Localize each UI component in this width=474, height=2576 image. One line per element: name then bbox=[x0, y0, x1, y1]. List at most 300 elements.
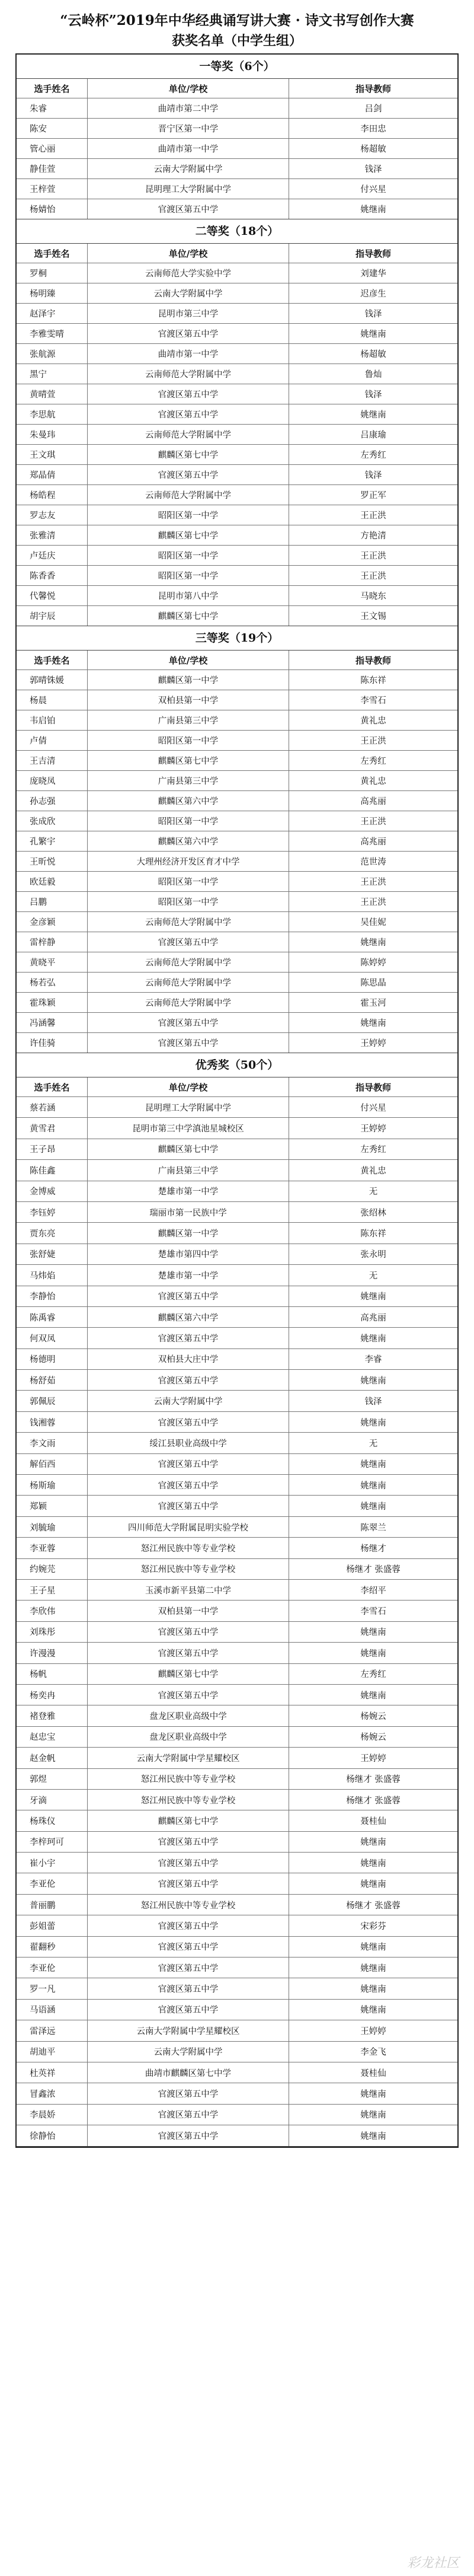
winner-name: 陈香香 bbox=[17, 566, 88, 585]
school-name: 官渡区第五中学 bbox=[88, 1475, 289, 1495]
table-row bbox=[17, 283, 457, 304]
school-name: 昭阳区第一中学 bbox=[88, 811, 289, 831]
teacher-name: 王正洪 bbox=[360, 878, 386, 887]
school-name: 昆明理工大学附属中学 bbox=[88, 179, 289, 199]
table-row bbox=[17, 973, 457, 993]
table-row bbox=[17, 546, 457, 566]
winner-name: 李雅雯晴 bbox=[17, 324, 88, 343]
table-row bbox=[17, 2020, 457, 2041]
teacher-name: 钱泽 bbox=[364, 1397, 382, 1407]
winner-name: 赵忠宝 bbox=[17, 1727, 88, 1747]
table-row bbox=[17, 525, 457, 546]
teacher-name: 姚继南 bbox=[360, 1019, 386, 1028]
table-row bbox=[17, 139, 457, 159]
table-row bbox=[17, 263, 457, 283]
table-row bbox=[17, 1853, 457, 1873]
school-name: 广南县第三中学 bbox=[88, 771, 289, 790]
school-name: 麒麟区第七中学 bbox=[88, 606, 289, 626]
school-name: 双柏县大庄中学 bbox=[88, 1349, 289, 1369]
winner-name: 金彦颖 bbox=[17, 912, 88, 932]
school-name: 云南师范大学附属中学 bbox=[88, 425, 289, 444]
teacher-name: 张永明 bbox=[360, 1250, 386, 1260]
winner-name: 杨婧怡 bbox=[17, 199, 88, 219]
school-name: 怒江州民族中等专业学校 bbox=[88, 1895, 289, 1915]
winner-name: 钱湘蓉 bbox=[17, 1412, 88, 1432]
teacher-name: 钱泽 bbox=[364, 471, 382, 480]
teacher-name: 姚继南 bbox=[360, 410, 386, 420]
teacher-name: 姚继南 bbox=[360, 1628, 386, 1638]
teacher-name: 王正洪 bbox=[360, 551, 386, 561]
teacher-name: 黄礼忠 bbox=[360, 716, 386, 726]
table-row bbox=[17, 1538, 457, 1558]
table-row bbox=[17, 606, 457, 626]
winner-name: 张成欣 bbox=[17, 811, 88, 831]
table-row bbox=[17, 404, 457, 425]
teacher-name: 王正洪 bbox=[360, 898, 386, 907]
teacher-name: 马晓东 bbox=[360, 592, 386, 601]
teacher-name: 杨婉云 bbox=[360, 1712, 386, 1722]
teacher-name: 杨继才 张盛蓉 bbox=[346, 1901, 401, 1911]
winner-name: 杜英祥 bbox=[17, 2062, 88, 2083]
winner-name: 杨若弘 bbox=[17, 973, 88, 992]
winner-name: 王昕悦 bbox=[17, 852, 88, 871]
teacher-name: 王婷婷 bbox=[360, 2026, 386, 2036]
award-list-table bbox=[15, 53, 459, 2148]
school-name: 官渡区第五中学 bbox=[88, 1286, 289, 1306]
table-row bbox=[17, 1601, 457, 1621]
teacher-name: 姚继南 bbox=[360, 1292, 386, 1302]
teacher-name: 无 bbox=[369, 1187, 378, 1197]
winner-name: 赵泽宇 bbox=[17, 304, 88, 323]
winner-name: 李静怡 bbox=[17, 1286, 88, 1306]
table-row bbox=[17, 1475, 457, 1496]
winner-name: 王梓萱 bbox=[17, 179, 88, 199]
document-title: “云岭杯”2019年中华经典诵写讲大赛 · 诗文书写创作大赛 bbox=[60, 12, 414, 28]
school-name: 官渡区第五中学 bbox=[88, 1853, 289, 1873]
school-name: 云南大学附属中学 bbox=[88, 2042, 289, 2062]
school-name: 官渡区第五中学 bbox=[88, 1013, 289, 1032]
teacher-name: 姚继南 bbox=[360, 2090, 386, 2100]
school-name: 昆明市第八中学 bbox=[88, 586, 289, 605]
teacher-name: 无 bbox=[369, 1439, 378, 1449]
winner-name: 徐静怡 bbox=[17, 2125, 88, 2145]
school-name: 官渡区第五中学 bbox=[88, 1622, 289, 1642]
school-name: 曲靖市麒麟区第七中学 bbox=[88, 2062, 289, 2083]
winner-name: 杨奕冉 bbox=[17, 1685, 88, 1705]
winner-name: 李文雨 bbox=[17, 1433, 88, 1453]
school-name: 麒麟区第七中学 bbox=[88, 1810, 289, 1831]
table-row bbox=[17, 1517, 457, 1538]
column-header-unit: 单位/学校 bbox=[88, 244, 289, 263]
school-name: 云南大学附属中学 bbox=[88, 1391, 289, 1411]
column-header-unit: 单位/学校 bbox=[88, 651, 289, 669]
teacher-name: 罗正军 bbox=[360, 491, 386, 500]
teacher-name: 姚继南 bbox=[360, 1649, 386, 1659]
teacher-name: 姚继南 bbox=[360, 1985, 386, 1995]
teacher-name: 钱泽 bbox=[364, 310, 382, 319]
column-header-name: 选手姓名 bbox=[17, 1077, 88, 1096]
winner-name: 吕鹏 bbox=[17, 892, 88, 911]
winner-name: 金博威 bbox=[17, 1181, 88, 1201]
winner-name: 孙志强 bbox=[17, 791, 88, 811]
school-name: 官渡区第五中学 bbox=[88, 1412, 289, 1432]
winner-name: 杨珠仪 bbox=[17, 1810, 88, 1831]
school-name: 四川师范大学附属昆明实验学校 bbox=[88, 1517, 289, 1537]
school-name: 官渡区第五中学 bbox=[88, 1370, 289, 1390]
winner-name: 冯涵馨 bbox=[17, 1013, 88, 1032]
teacher-name: 姚继南 bbox=[360, 1418, 386, 1428]
winner-name: 郑晶倩 bbox=[17, 465, 88, 484]
teacher-name: 左秀红 bbox=[360, 1670, 386, 1680]
winner-name: 蔡若涵 bbox=[17, 1097, 88, 1117]
table-row bbox=[17, 1412, 457, 1433]
winner-name: 杨皓程 bbox=[17, 485, 88, 505]
award-section bbox=[17, 1053, 457, 2147]
table-row bbox=[17, 1118, 457, 1139]
column-header-teacher: 指导教师 bbox=[355, 248, 391, 259]
table-row bbox=[17, 932, 457, 952]
table-row bbox=[17, 179, 457, 199]
winner-name: 李亚伦 bbox=[17, 1873, 88, 1893]
table-row bbox=[17, 465, 457, 485]
column-header-row bbox=[17, 1077, 457, 1097]
table-row bbox=[17, 1748, 457, 1768]
school-name: 云南大学附属中学 bbox=[88, 159, 289, 178]
winner-name: 翟翻秒 bbox=[17, 1937, 88, 1957]
teacher-name: 吕剑 bbox=[364, 104, 382, 114]
table-row bbox=[17, 505, 457, 525]
award-section bbox=[17, 219, 457, 626]
table-row bbox=[17, 892, 457, 912]
winner-name: 霍珠颖 bbox=[17, 993, 88, 1012]
teacher-name: 钱泽 bbox=[364, 390, 382, 400]
winner-name: 雷泽远 bbox=[17, 2020, 88, 2041]
teacher-name: 王文锡 bbox=[360, 612, 386, 621]
table-row bbox=[17, 2083, 457, 2104]
teacher-name: 高兆丽 bbox=[360, 837, 386, 847]
school-name: 官渡区第五中学 bbox=[88, 1832, 289, 1852]
school-name: 曲靖市第二中学 bbox=[88, 98, 289, 118]
column-header-row bbox=[17, 651, 457, 670]
table-row bbox=[17, 791, 457, 811]
winner-name: 欧廷毅 bbox=[17, 872, 88, 891]
table-row bbox=[17, 344, 457, 364]
teacher-name: 杨继才 张盛蓉 bbox=[346, 1565, 401, 1575]
table-row bbox=[17, 912, 457, 932]
section-heading: 优秀奖（50个） bbox=[17, 1053, 457, 1077]
table-row bbox=[17, 670, 457, 690]
school-name: 昭阳区第一中学 bbox=[88, 505, 289, 525]
table-row bbox=[17, 1937, 457, 1957]
teacher-name: 李绍平 bbox=[360, 1586, 386, 1596]
school-name: 玉溪市新平县第二中学 bbox=[88, 1580, 289, 1600]
school-name: 怒江州民族中等专业学校 bbox=[88, 1559, 289, 1579]
winner-name: 彭姐蕾 bbox=[17, 1915, 88, 1936]
teacher-name: 姚继南 bbox=[360, 1838, 386, 1848]
teacher-name: 范世涛 bbox=[360, 857, 386, 867]
teacher-name: 左秀红 bbox=[360, 757, 386, 766]
winner-name: 郭晴铢媛 bbox=[17, 670, 88, 690]
school-name: 云南大学附属中学星耀校区 bbox=[88, 2020, 289, 2041]
table-row bbox=[17, 1685, 457, 1705]
table-row bbox=[17, 1097, 457, 1118]
column-header-name: 选手姓名 bbox=[17, 651, 88, 669]
school-name: 麒麟区第六中学 bbox=[88, 791, 289, 811]
school-name: 曲靖市第一中学 bbox=[88, 344, 289, 364]
winner-name: 马炜焰 bbox=[17, 1265, 88, 1285]
column-header-row bbox=[17, 244, 457, 263]
table-row bbox=[17, 586, 457, 606]
school-name: 云南大学附属中学 bbox=[88, 283, 289, 303]
winner-name: 黄雪君 bbox=[17, 1118, 88, 1138]
school-name: 官渡区第五中学 bbox=[88, 1957, 289, 1978]
winner-name: 陈安 bbox=[17, 119, 88, 138]
document-subtitle: 获奖名单（中学生组） bbox=[171, 33, 302, 49]
school-name: 曲靖市第一中学 bbox=[88, 139, 289, 158]
winner-name: 陈佳鑫 bbox=[17, 1160, 88, 1180]
teacher-name: 姚继南 bbox=[360, 1943, 386, 1953]
school-name: 昭阳区第一中学 bbox=[88, 892, 289, 911]
table-row bbox=[17, 852, 457, 872]
school-name: 麒麟区第六中学 bbox=[88, 831, 289, 851]
table-row bbox=[17, 1559, 457, 1580]
school-name: 怒江州民族中等专业学校 bbox=[88, 1790, 289, 1810]
winner-name: 许漫漫 bbox=[17, 1643, 88, 1663]
table-row bbox=[17, 1139, 457, 1160]
winner-name: 卢廷庆 bbox=[17, 546, 88, 565]
school-name: 麒麟区第一中学 bbox=[88, 670, 289, 690]
column-header-unit: 单位/学校 bbox=[88, 1077, 289, 1096]
column-header-name: 选手姓名 bbox=[17, 79, 88, 98]
winner-name: 李钰婷 bbox=[17, 1202, 88, 1222]
table-row bbox=[17, 1622, 457, 1643]
winner-name: 王文琪 bbox=[17, 445, 88, 464]
table-row bbox=[17, 1454, 457, 1475]
school-name: 怒江州民族中等专业学校 bbox=[88, 1538, 289, 1558]
winner-name: 李晨娇 bbox=[17, 2105, 88, 2125]
winner-name: 王子昂 bbox=[17, 1139, 88, 1159]
table-row bbox=[17, 119, 457, 139]
teacher-name: 姚继南 bbox=[360, 1376, 386, 1386]
table-row bbox=[17, 425, 457, 445]
winner-name: 杨德明 bbox=[17, 1349, 88, 1369]
school-name: 昭阳区第一中学 bbox=[88, 546, 289, 565]
table-row bbox=[17, 1223, 457, 1244]
teacher-name: 姚继南 bbox=[360, 1481, 386, 1491]
table-row bbox=[17, 993, 457, 1013]
winner-name: 张航源 bbox=[17, 344, 88, 364]
section-heading: 一等奖（6个） bbox=[17, 55, 457, 79]
table-row bbox=[17, 2062, 457, 2083]
table-row bbox=[17, 1013, 457, 1033]
table-row bbox=[17, 566, 457, 586]
school-name: 麒麟区第六中学 bbox=[88, 1307, 289, 1327]
school-name: 官渡区第五中学 bbox=[88, 465, 289, 484]
teacher-name: 姚继南 bbox=[360, 1858, 386, 1869]
teacher-name: 方艳清 bbox=[360, 531, 386, 541]
teacher-name: 左秀红 bbox=[360, 451, 386, 460]
teacher-name: 李雪石 bbox=[360, 1607, 386, 1617]
winner-name: 李亚伦 bbox=[17, 1957, 88, 1978]
table-row bbox=[17, 952, 457, 973]
teacher-name: 吕康瑜 bbox=[360, 431, 386, 440]
table-row bbox=[17, 445, 457, 465]
teacher-name: 无 bbox=[369, 1271, 378, 1281]
school-name: 绥江县职业高级中学 bbox=[88, 1433, 289, 1453]
winner-name: 庞晓凤 bbox=[17, 771, 88, 790]
school-name: 麒麟区第七中学 bbox=[88, 1139, 289, 1159]
winner-name: 朱曼玮 bbox=[17, 425, 88, 444]
teacher-name: 李金飞 bbox=[360, 2048, 386, 2058]
table-row bbox=[17, 485, 457, 505]
teacher-name: 刘建华 bbox=[360, 269, 386, 279]
winner-name: 管心丽 bbox=[17, 139, 88, 158]
winner-name: 朱睿 bbox=[17, 98, 88, 118]
winner-name: 代馨悦 bbox=[17, 586, 88, 605]
teacher-name: 付兴星 bbox=[360, 185, 386, 195]
winner-name: 崔小宇 bbox=[17, 1853, 88, 1873]
school-name: 楚雄市第一中学 bbox=[88, 1265, 289, 1285]
school-name: 云南师范大学附属中学 bbox=[88, 993, 289, 1012]
school-name: 昆明市第三中学 bbox=[88, 304, 289, 323]
table-row bbox=[17, 1307, 457, 1328]
winner-name: 郭佩辰 bbox=[17, 1391, 88, 1411]
school-name: 官渡区第五中学 bbox=[88, 2000, 289, 2020]
winner-name: 刘毓瑜 bbox=[17, 1517, 88, 1537]
winner-name: 牙滴 bbox=[17, 1790, 88, 1810]
school-name: 官渡区第五中学 bbox=[88, 1978, 289, 1998]
school-name: 大理州经济开发区育才中学 bbox=[88, 852, 289, 871]
table-row bbox=[17, 2125, 457, 2146]
column-header-teacher: 指导教师 bbox=[355, 655, 391, 666]
teacher-name: 左秀红 bbox=[360, 1145, 386, 1155]
winner-name: 韦启铂 bbox=[17, 710, 88, 730]
teacher-name: 宋彩芬 bbox=[360, 1921, 386, 1931]
school-name: 官渡区第五中学 bbox=[88, 1643, 289, 1663]
school-name: 官渡区第五中学 bbox=[88, 2105, 289, 2125]
school-name: 双柏县第一中学 bbox=[88, 1601, 289, 1621]
teacher-name: 杨婉云 bbox=[360, 1733, 386, 1743]
teacher-name: 姚继南 bbox=[360, 205, 386, 215]
section-heading: 二等奖（18个） bbox=[17, 219, 457, 244]
school-name: 广南县第三中学 bbox=[88, 1160, 289, 1180]
table-row bbox=[17, 1181, 457, 1202]
table-row bbox=[17, 1033, 457, 1053]
winner-name: 李思航 bbox=[17, 404, 88, 424]
teacher-name: 姚继南 bbox=[360, 1502, 386, 1512]
column-header-teacher: 指导教师 bbox=[355, 83, 391, 94]
school-name: 官渡区第五中学 bbox=[88, 404, 289, 424]
table-row bbox=[17, 1391, 457, 1411]
winner-name: 罗志友 bbox=[17, 505, 88, 525]
table-row bbox=[17, 1895, 457, 1915]
school-name: 昆明市第三中学滇池星城校区 bbox=[88, 1118, 289, 1138]
teacher-name: 姚继南 bbox=[360, 1880, 386, 1890]
winner-name: 静佳萱 bbox=[17, 159, 88, 178]
table-row bbox=[17, 2105, 457, 2125]
school-name: 昆明理工大学附属中学 bbox=[88, 1097, 289, 1117]
teacher-name: 王婷婷 bbox=[360, 1124, 386, 1134]
teacher-name: 陈婷婷 bbox=[360, 958, 386, 968]
teacher-name: 姚继南 bbox=[360, 938, 386, 948]
teacher-name: 姚继南 bbox=[360, 1334, 386, 1344]
site-watermark: 彩龙社区 bbox=[406, 2555, 459, 2571]
table-row bbox=[17, 159, 457, 179]
school-name: 官渡区第五中学 bbox=[88, 1454, 289, 1474]
teacher-name: 黄礼忠 bbox=[360, 777, 386, 786]
column-header-row bbox=[17, 79, 457, 98]
winner-name: 普丽鹏 bbox=[17, 1895, 88, 1915]
teacher-name: 陈东祥 bbox=[360, 1229, 386, 1239]
winner-name: 杨斯瑜 bbox=[17, 1475, 88, 1495]
table-row bbox=[17, 831, 457, 852]
table-row bbox=[17, 98, 457, 119]
table-row bbox=[17, 1580, 457, 1601]
school-name: 官渡区第五中学 bbox=[88, 2083, 289, 2103]
winner-name: 罗桐 bbox=[17, 263, 88, 283]
table-row bbox=[17, 1705, 457, 1726]
school-name: 昭阳区第一中学 bbox=[88, 872, 289, 891]
school-name: 云南师范大学附属中学 bbox=[88, 952, 289, 972]
teacher-name: 陈东祥 bbox=[360, 676, 386, 686]
school-name: 官渡区第五中学 bbox=[88, 324, 289, 343]
teacher-name: 姚继南 bbox=[360, 330, 386, 339]
winner-name: 杨帆 bbox=[17, 1664, 88, 1684]
school-name: 麒麟区第一中学 bbox=[88, 1223, 289, 1243]
winner-name: 张舒婕 bbox=[17, 1244, 88, 1264]
winner-name: 贾东亮 bbox=[17, 1223, 88, 1243]
school-name: 官渡区第五中学 bbox=[88, 384, 289, 404]
table-row bbox=[17, 710, 457, 731]
school-name: 晋宁区第一中学 bbox=[88, 119, 289, 138]
winner-name: 雷梓静 bbox=[17, 932, 88, 952]
school-name: 云南师范大学附属中学 bbox=[88, 912, 289, 932]
winner-name: 李欣伟 bbox=[17, 1601, 88, 1621]
school-name: 麒麟区第七中学 bbox=[88, 445, 289, 464]
school-name: 官渡区第五中学 bbox=[88, 1937, 289, 1957]
school-name: 怒江州民族中等专业学校 bbox=[88, 1769, 289, 1789]
teacher-name: 钱泽 bbox=[364, 165, 382, 174]
table-row bbox=[17, 731, 457, 751]
table-row bbox=[17, 1160, 457, 1181]
school-name: 官渡区第五中学 bbox=[88, 1328, 289, 1348]
table-row bbox=[17, 2042, 457, 2062]
winner-name: 约婉芫 bbox=[17, 1559, 88, 1579]
school-name: 昭阳区第一中学 bbox=[88, 566, 289, 585]
teacher-name: 高兆丽 bbox=[360, 797, 386, 806]
teacher-name: 杨继才 张盛蓉 bbox=[346, 1796, 401, 1806]
table-row bbox=[17, 1265, 457, 1286]
award-section bbox=[17, 626, 457, 1053]
teacher-name: 杨超敏 bbox=[360, 350, 386, 359]
table-row bbox=[17, 1643, 457, 1663]
winner-name: 李梓珂可 bbox=[17, 1832, 88, 1852]
teacher-name: 聂桂仙 bbox=[360, 2068, 386, 2078]
winner-name: 冒鑫浓 bbox=[17, 2083, 88, 2103]
table-row bbox=[17, 1370, 457, 1391]
table-row bbox=[17, 1664, 457, 1685]
winner-name: 何双凤 bbox=[17, 1328, 88, 1348]
school-name: 官渡区第五中学 bbox=[88, 1496, 289, 1516]
teacher-name: 霍玉河 bbox=[360, 999, 386, 1008]
table-row bbox=[17, 1496, 457, 1516]
table-row bbox=[17, 1832, 457, 1853]
teacher-name: 姚继南 bbox=[360, 1460, 386, 1470]
teacher-name: 高兆丽 bbox=[360, 1313, 386, 1323]
winner-name: 马语涵 bbox=[17, 2000, 88, 2020]
school-name: 官渡区第五中学 bbox=[88, 199, 289, 219]
table-row bbox=[17, 771, 457, 791]
